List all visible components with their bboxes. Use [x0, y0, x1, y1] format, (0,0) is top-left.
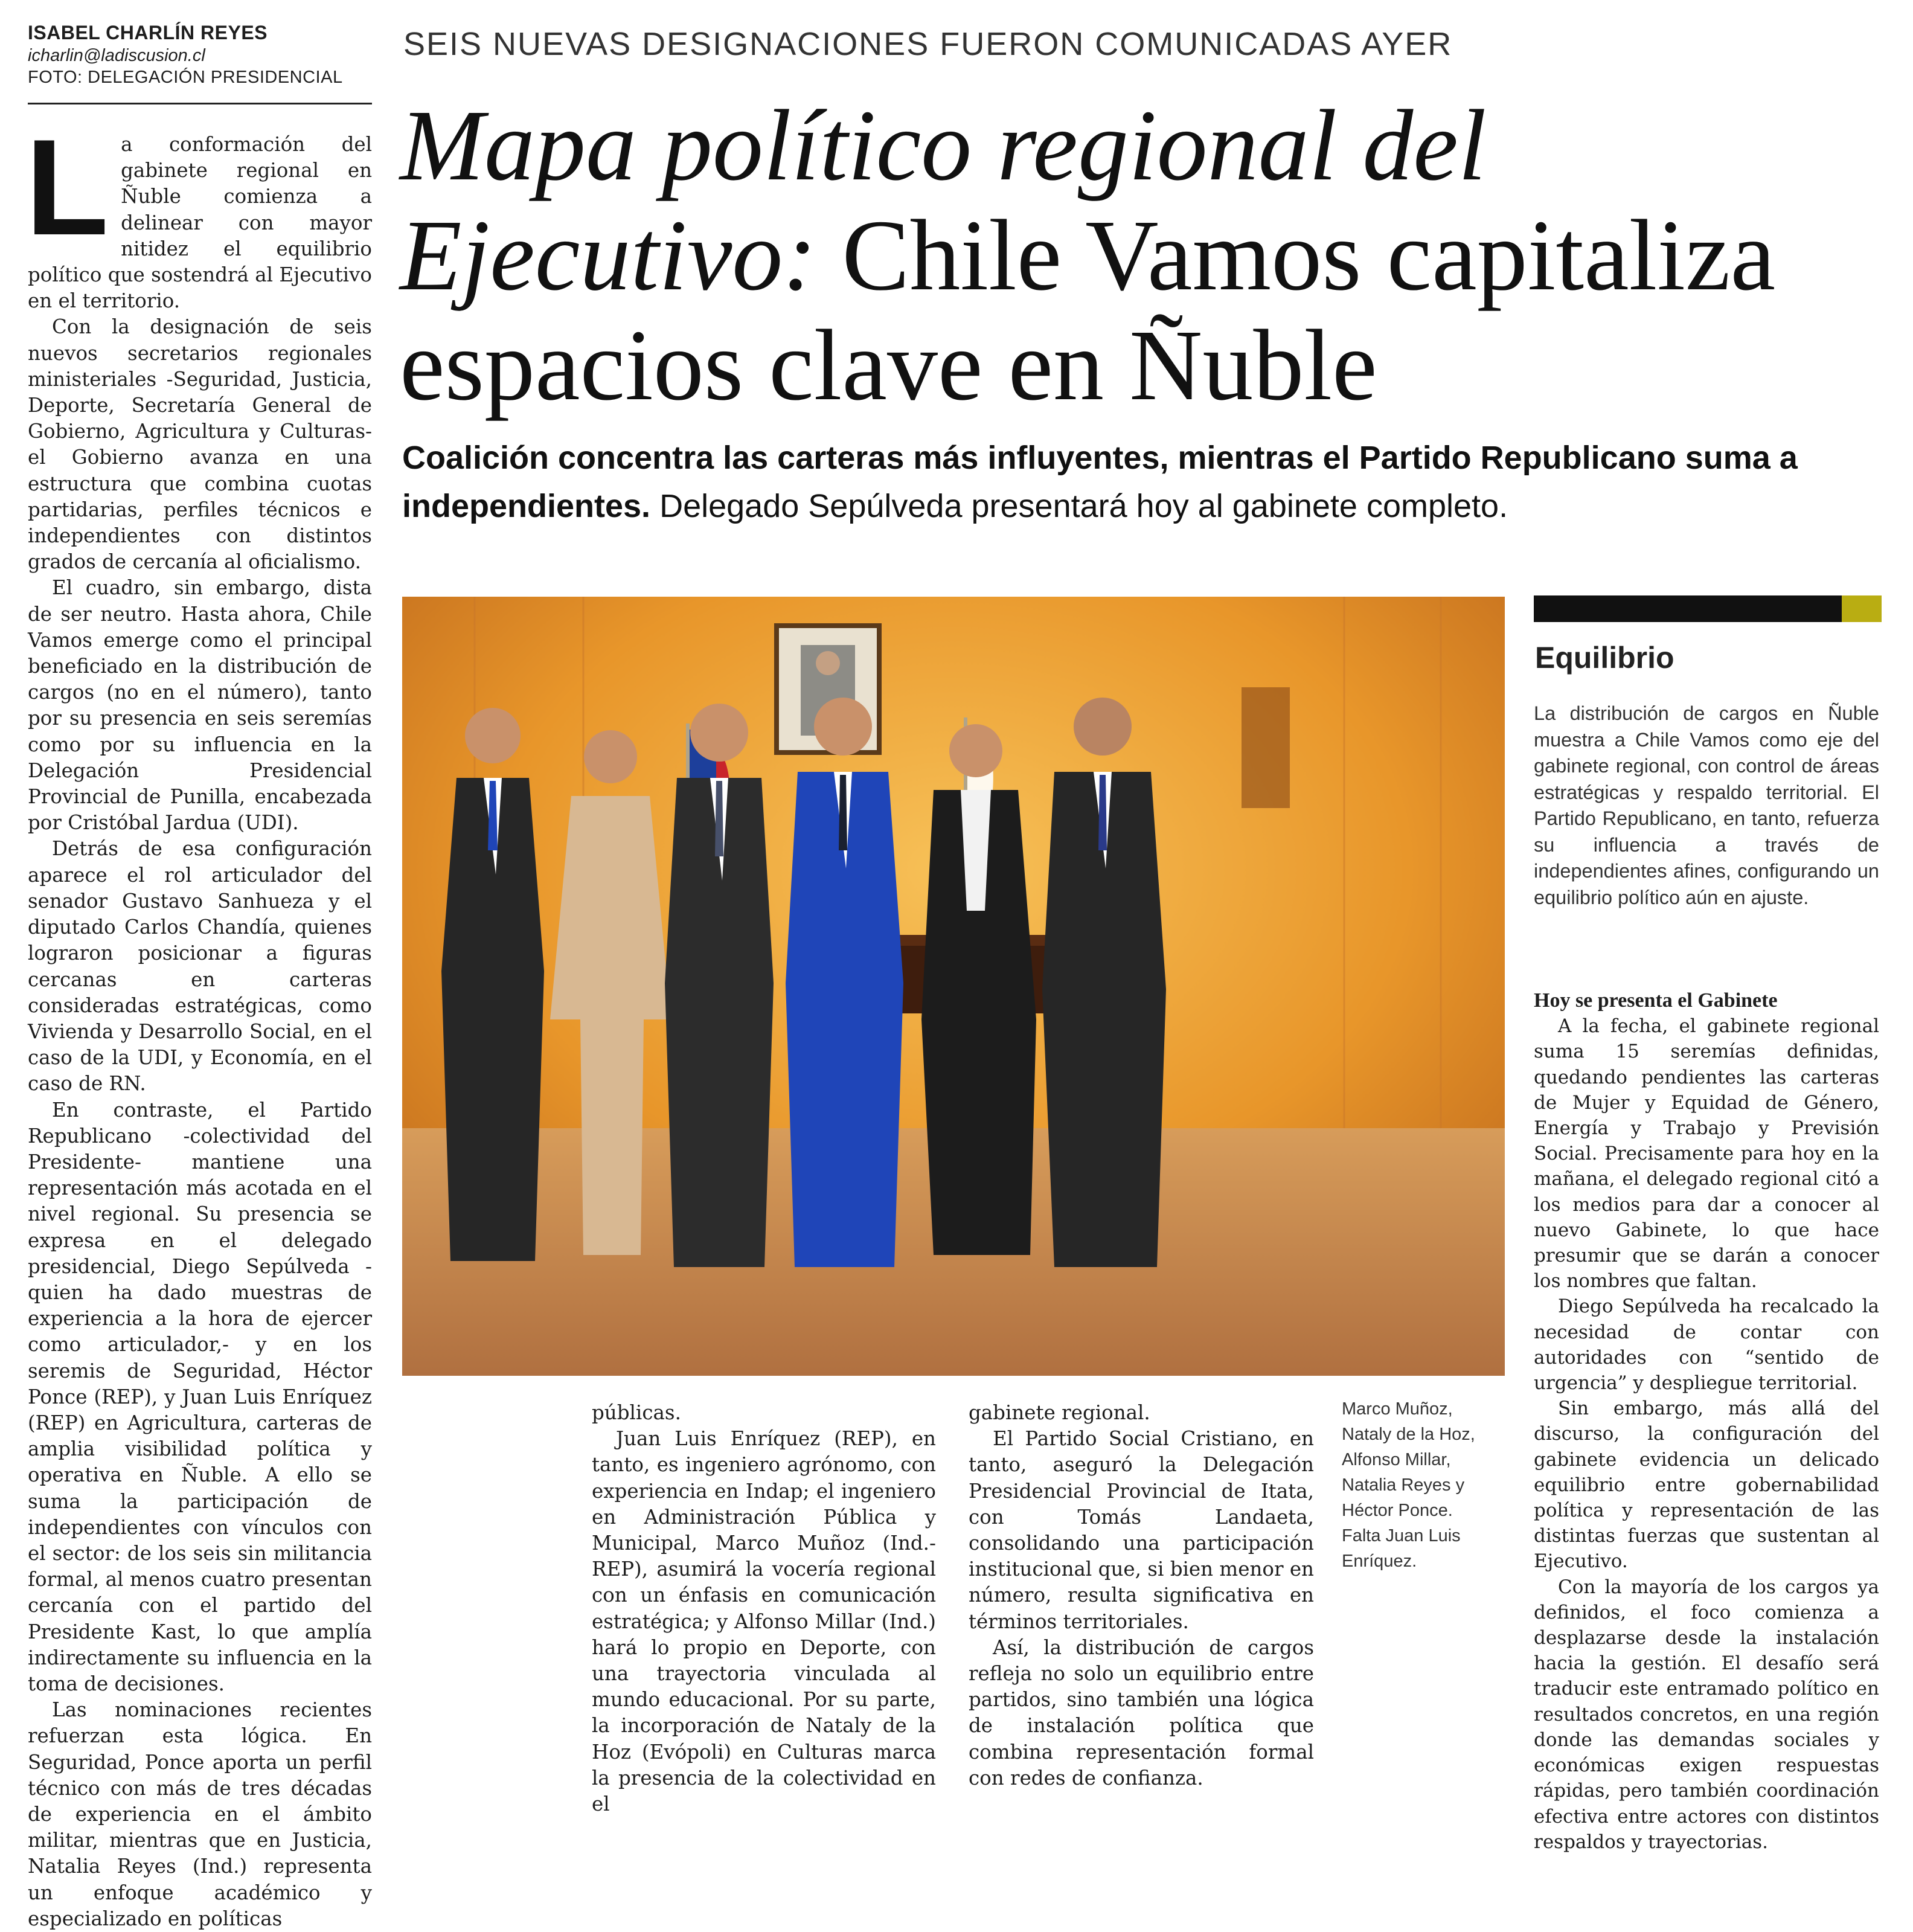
photo-caption: [1342, 1396, 1505, 1574]
body-paragraph: Las nominaciones recientes refuerzan esta lógica. En Seguridad, Ponce aporta un perfil técnico con más de tres décadas de experiencia en el ámbito militar, mientras que en Justicia, Natalia Reyes (Ind.) representa un enfoque académico y especializado en políticas: [28, 1698, 372, 1930]
headline: [400, 91, 1897, 420]
deck: [402, 434, 1894, 530]
body-paragraph: La conformación del gabinete regional en Ñuble comienza a delinear con mayor nitidez el equilibrio político que sostendrá al Ejecutivo en el territorio.: [25, 111, 372, 313]
photo-credit: FOTO: DELEGACIÓN PRESIDENCIAL: [28, 68, 343, 87]
deck-regular: Delegado Sepúlveda presentará hoy al gabinete completo.: [659, 488, 1508, 524]
byline: [28, 21, 366, 88]
body-paragraph: El Partido Social Cristiano, en tanto, aseguró la Delegación Presidencial Provincial de Itata, con Tomás Landaeta, consolidando una participación institucional que, si bien menor en número, resulta significativa en términos territoriales.: [969, 1427, 1314, 1633]
sidebar-bar: [1534, 595, 1842, 622]
body-paragraph: Con la designación de seis nuevos secretarios regionales ministeriales -Seguridad, Justicia, Deporte, Secretaría General de Gobierno, Agricultura y Culturas- el Gobierno avanza en una estructura que combina cuotas partidarias, perfiles técnicos e independientes con distintos grados de cercanía al oficialismo.: [28, 315, 372, 574]
body-paragraph: Detrás de esa configuración aparece el rol articulador del senador Gustavo Sanhueza y el diputado Carlos Chandía, quienes lograron posicionar a figuras cercanas en carteras consideradas estratégicas, como Vivienda y Desarrollo Social, en el caso de la UDI, y Economía, en el caso de RN.: [28, 837, 372, 1096]
body-column-1: [25, 111, 372, 1932]
body-column-3: [969, 1400, 1314, 1791]
body-paragraph: Sin embargo, más allá del discurso, la configuración del gabinete evidencia un delicado equilibrio entre gobernabilidad política y representación de las distintas fuerzas que sustentan al Ejecutivo.: [1534, 1398, 1879, 1573]
body-paragraph: Con la mayoría de los cargos ya definidos, el foco comienza a desplazarse desde la instalación hacia la gestión. El desafío será traducir este entramado político en resultados concretos, en una región donde las demandas sociales y económicas exigen respuestas rápidas, pero también coordinación efectiva entre actores con distintos respaldos y trayectorias.: [1534, 1576, 1879, 1853]
body-paragraph: gabinete regional.: [969, 1401, 1150, 1424]
body-column-2: [592, 1400, 936, 1817]
body-paragraph: Diego Sepúlveda ha recalcado la necesidad de contar con autoridades con “sentido de urgencia” y despliegue territorial.: [1534, 1295, 1879, 1394]
deck-bold: Coalición concentra las carteras más influyentes, mientras el Partido Republicano suma a independientes.: [402, 440, 1798, 524]
body-paragraph: Así, la distribución de cargos refleja no solo un equilibrio entre partidos, sino también una lógica de instalación política que combina representación formal con redes de confianza.: [969, 1635, 1314, 1789]
body-paragraph: públicas.: [592, 1401, 681, 1424]
body-paragraph: En contraste, el Partido Republicano -colectividad del Presidente- mantiene una representación más acotada en el nivel regional. Su presencia se expresa en el delegado presidencial, Diego Sepúlveda -quien ha dado muestras de experiencia a la hora de ejercer como articulador,- y en los seremis de Seguridad, Héctor Ponce (REP), y Juan Luis Enríquez (REP) en Agricultura, carteras de amplia visibilidad política y operativa en Ñuble. A ello se suma la participación de independientes con vínculos con el sector: de los seis sin militancia formal, al menos cuatro presentan cercanía con el partido del Presidente Kast, lo que amplía indirectamente su influencia en la toma de decisiones.: [28, 1098, 372, 1695]
caption-names: Marco Muñoz, Nataly de la Hoz, Alfonso Millar, Natalia Reyes y Héctor Ponce.: [1342, 1399, 1475, 1520]
body-paragraph: A la fecha, el gabinete regional suma 15 seremías definidas, quedando pendientes las carteras de Mujer y Equidad de Género, Energía y Trabajo y Previsión Social. Precisamente para hoy en la mañana, el delegado regional citó a los medios para dar a conocer al nuevo Gabinete, lo que hace presumir que se darán a conocer los nombres que faltan.: [1534, 1015, 1879, 1292]
sidebar-accent: [1842, 595, 1882, 622]
byline-divider: [28, 103, 372, 104]
section-subhead: Hoy se presenta el Gabinete: [1534, 989, 1778, 1012]
kicker: SEIS NUEVAS DESIGNACIONES FUERON COMUNICADAS AYER: [403, 26, 1453, 62]
group-photo: [402, 597, 1505, 1376]
drop-cap: L: [25, 111, 109, 263]
body-column-5: [1534, 988, 1879, 1855]
sidebar-title: Equilibrio: [1535, 641, 1674, 675]
headline-regular: Chile Vamos capitaliza espacios clave en Ñuble: [400, 199, 1776, 422]
body-paragraph: El cuadro, sin embargo, dista de ser neutro. Hasta ahora, Chile Vamos emerge como el principal beneficiado en la distribución de cargos (no en el número), tanto por su presencia en seis seremías como por su influencia en la Delegación Presidencial Provincial de Punilla, encabezada por Cristóbal Jardua (UDI).: [28, 576, 372, 835]
body-paragraph: Juan Luis Enríquez (REP), en tanto, es ingeniero agrónomo, con experiencia en Indap; el ingeniero en Administración Pública y Municipal, Marco Muñoz (Ind.-REP), asumirá la vocería regional con un énfasis en comunicación estratégica; y Alfonso Millar (Ind.) hará lo propio en Deporte, con una trayectoria vinculada al mundo educacional. Por su parte, la incorporación de Nataly de la Hoz (Evópoli) en Culturas marca la presencia de la colectividad en el: [592, 1427, 936, 1816]
headline-italic: Mapa político regional del Ejecutivo:: [400, 89, 1487, 312]
caption-missing: Falta Juan Luis Enríquez.: [1342, 1526, 1461, 1571]
byline-email[interactable]: icharlin@ladiscusion.cl: [28, 46, 205, 65]
byline-author: ISABEL CHARLÍN REYES: [28, 22, 268, 43]
sidebar-text: La distribución de cargos en Ñuble muestra a Chile Vamos como eje del gabinete regional, con control de áreas estratégicas y respaldo territorial. El Partido Republicano, en tanto, refuerza su influencia a través de independientes afines, configurando un equilibrio político aún en ajuste.: [1534, 702, 1879, 908]
